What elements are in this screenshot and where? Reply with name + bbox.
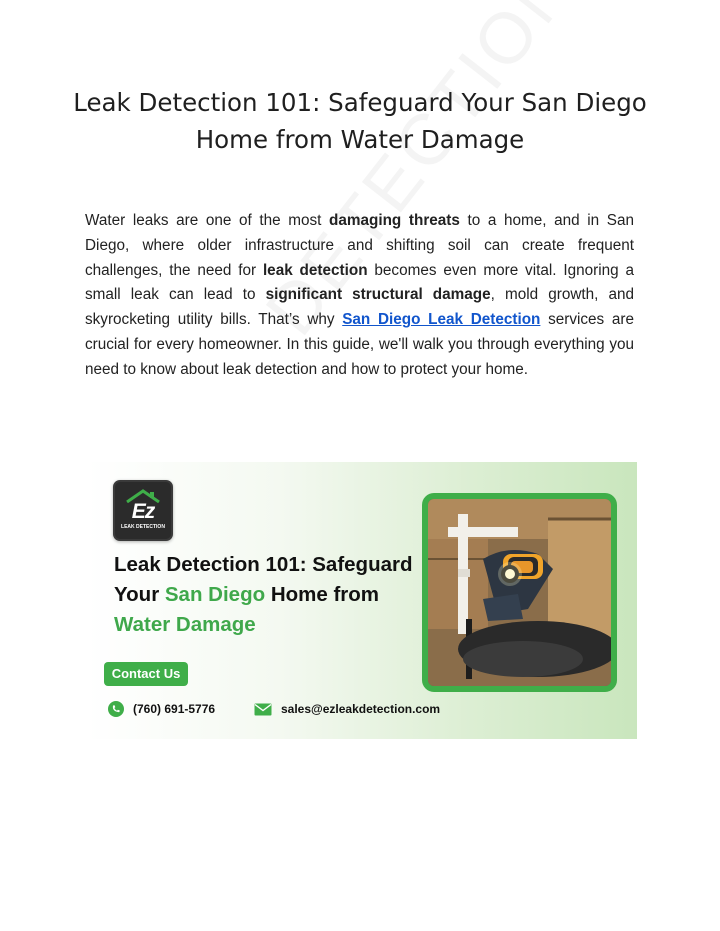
- intro-bold-text: significant structural damage: [265, 286, 491, 304]
- plumber-with-flashlight-illustration: [428, 499, 611, 686]
- page-title: Leak Detection 101: Safeguard Your San Diego Home from Water Damage: [73, 88, 647, 154]
- intro-text: becomes even more vital. Ignoring a small leak can lead to: [85, 261, 634, 304]
- intro-text: to a home, and in San Diego, where older infrastructure and shifting soil can create frequent challenges, the need for: [85, 212, 635, 279]
- logo-wordmark: Ez: [131, 500, 155, 523]
- plumber-photo: [422, 493, 617, 692]
- banner-headline: [114, 550, 434, 640]
- intro-paragraph: [85, 209, 634, 383]
- mail-icon: [254, 703, 272, 716]
- promo-banner-image: [86, 462, 637, 739]
- intro-text: services are crucial for every homeowner. In this guide, we'll walk you through everything you need to know about leak detection and how to protect your home.: [85, 311, 634, 378]
- phone-contact: [108, 701, 215, 717]
- leak-detection-link[interactable]: San Diego Leak Detection: [342, 311, 541, 329]
- contact-us-button[interactable]: Contact Us: [104, 662, 188, 686]
- headline-highlight: San Diego: [164, 583, 266, 606]
- intro-text: Water leaks are one of the most: [85, 212, 330, 229]
- phone-number: (760) 691-5776: [133, 702, 216, 716]
- email-address: sales@ezleakdetection.com: [281, 702, 441, 716]
- logo-subtitle: LEAK DETECTION: [121, 524, 165, 530]
- intro-text: , mold growth, and skyrocketing utility bills. That’s why: [85, 286, 634, 329]
- intro-bold-text: damaging threats: [329, 212, 460, 229]
- email-contact: [254, 701, 440, 717]
- phone-icon: [108, 701, 124, 717]
- headline-text: Leak Detection 101: Safeguard: [114, 553, 413, 576]
- headline-text: Your: [114, 583, 165, 606]
- headline-highlight: Water Damage: [114, 613, 256, 636]
- headline-text: Home from: [265, 583, 380, 606]
- intro-bold-text: leak detection: [262, 261, 368, 279]
- company-logo: [113, 480, 173, 541]
